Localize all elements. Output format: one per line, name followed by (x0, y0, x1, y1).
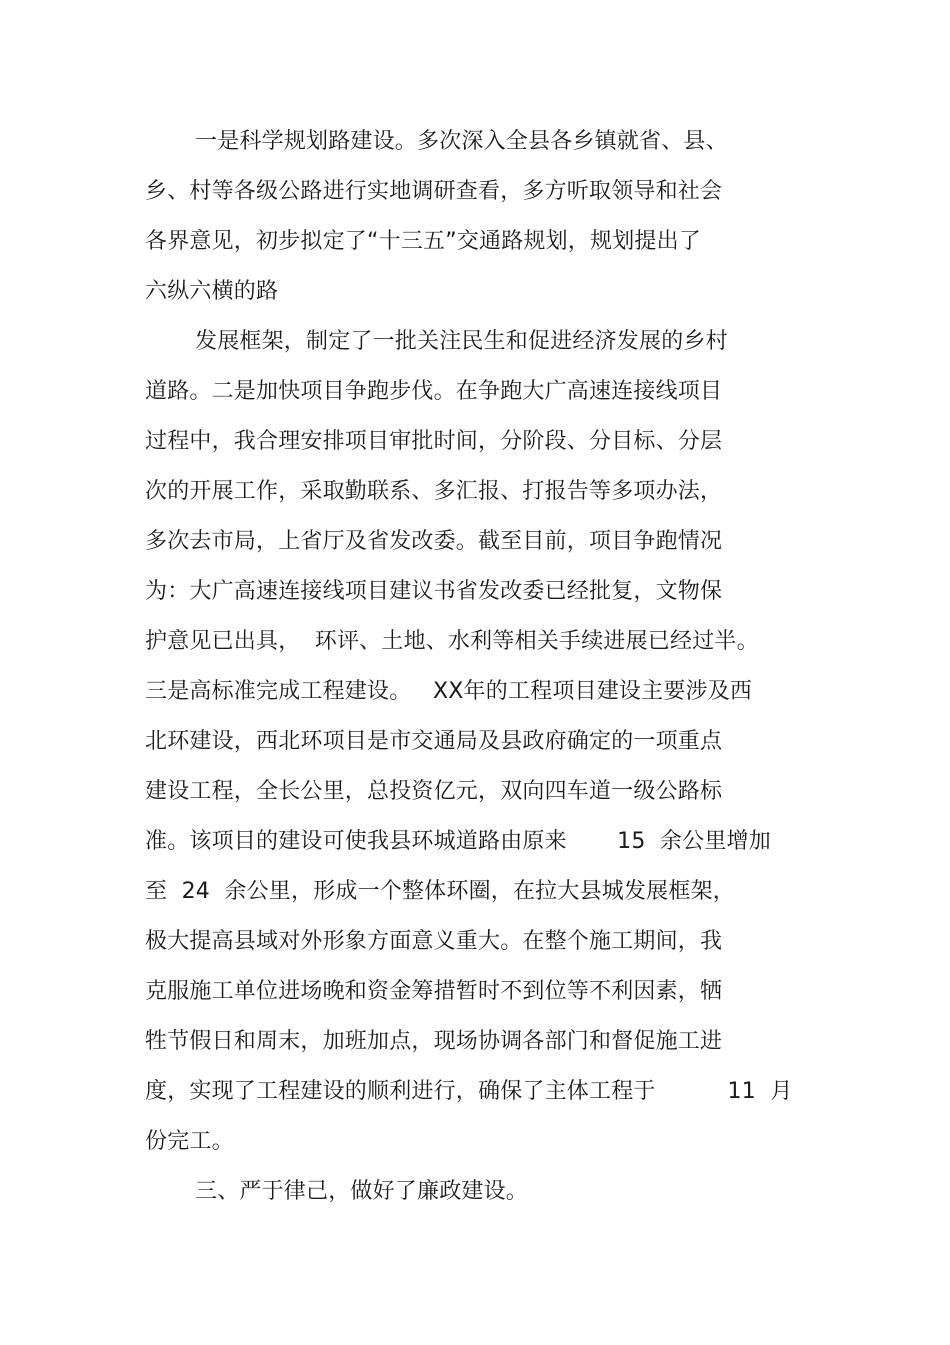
text-line-20: 度，实现了工程建设的顺利进行，确保了主体工程于 11 月 (145, 1079, 793, 1104)
text-line-15: 准。该项目的建设可使我县环城道路由原来 15 余公里增加 (145, 829, 771, 854)
text-line-3: 各界意见，初步拟定了“十三五”交通路规划，规划提出了 (145, 229, 701, 254)
text-line-7: 过程中，我合理安排项目审批时间，分阶段、分目标、分层 (145, 429, 723, 454)
text-line-5: 发展框架，制定了一批关注民生和促进经济发展的乡村 (195, 329, 728, 354)
text-line-8: 次的开展工作，采取勤联系、多汇报、打报告等多项办法， (145, 479, 723, 504)
text-line-9: 多次去市局，上省厅及省发改委。截至目前，项目争跑情况 (145, 529, 723, 554)
text-line-11: 护意见已出具， 环评、土地、水利等相关手续进展已经过半。 (145, 629, 759, 654)
text-line-1: 一是科学规划路建设。多次深入全县各乡镇就省、县、 (195, 129, 728, 154)
text-line-13: 北环建设，西北环项目是市交通局及县政府确定的一项重点 (145, 729, 723, 754)
text-line-21: 份完工。 (145, 1129, 234, 1154)
text-line-18: 克服施工单位进场晚和资金筹措暂时不到位等不利因素，牺 (145, 979, 723, 1004)
text-line-14: 建设工程，全长公里，总投资亿元，双向四车道一级公路标 (145, 779, 723, 804)
text-line-4: 六纵六横的路 (145, 279, 279, 304)
text-line-19: 牲节假日和周末，加班加点，现场协调各部门和督促施工进 (145, 1029, 723, 1054)
text-line-12: 三是高标准完成工程建设。 XX年的工程项目建设主要涉及西 (145, 679, 753, 704)
text-line-6: 道路。二是加快项目争跑步伐。在争跑大广高速连接线项目 (145, 379, 723, 404)
text-line-2: 乡、村等各级公路进行实地调研查看，多方听取领导和社会 (145, 179, 723, 204)
text-line-16: 至 24 余公里，形成一个整体环圈，在拉大县城发展框架， (145, 879, 735, 904)
text-line-17: 极大提高县域对外形象方面意义重大。在整个施工期间，我 (145, 929, 723, 954)
text-line-10: 为：大广高速连接线项目建议书省发改委已经批复，文物保 (145, 579, 723, 604)
text-line-22: 三、严于律己，做好了廉政建设。 (195, 1179, 529, 1204)
